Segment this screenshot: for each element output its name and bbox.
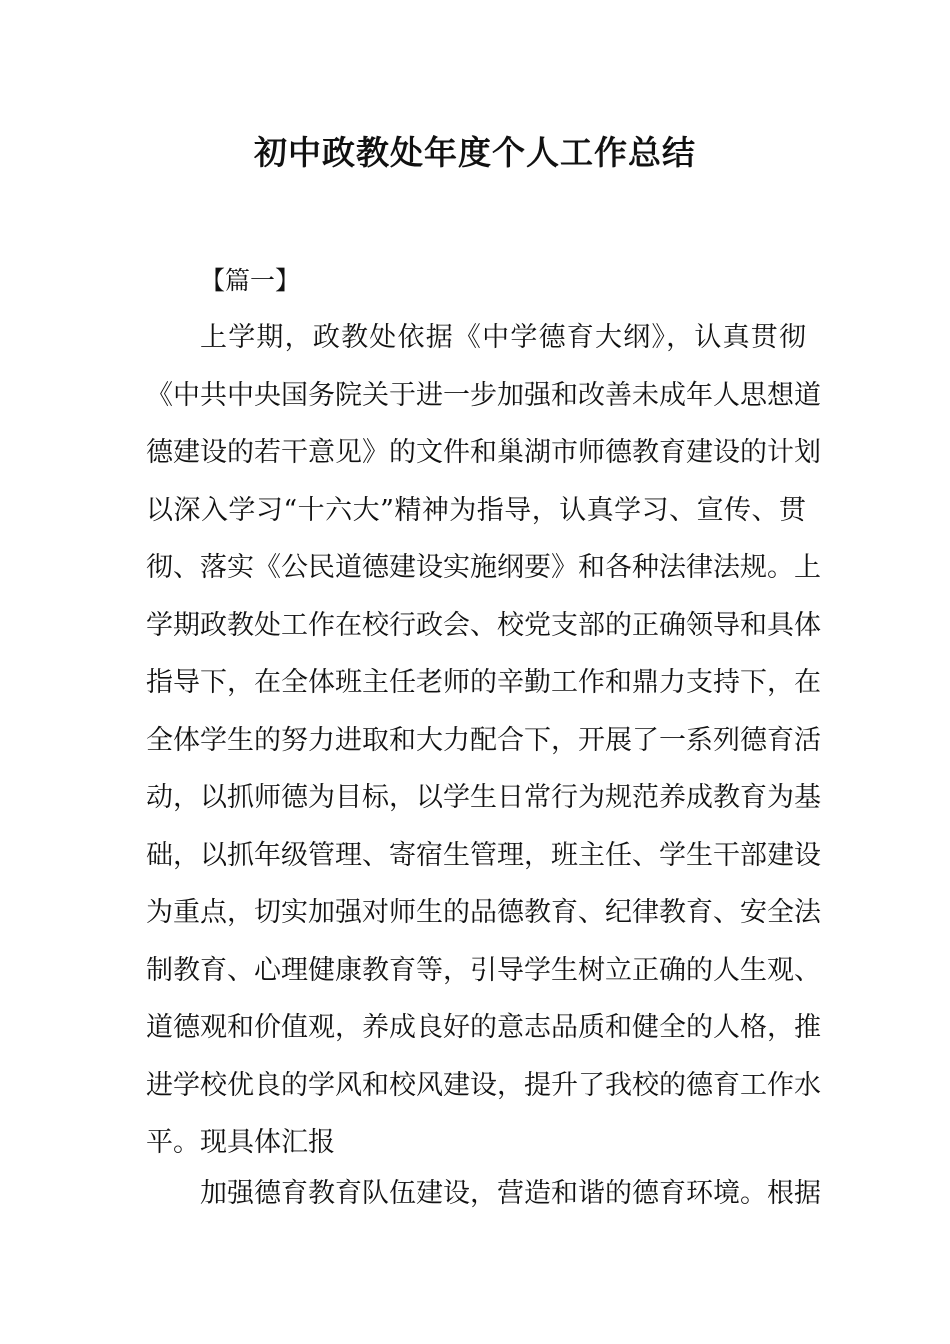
paragraph-line: 以深入学习“十六大”精神为指导，认真学习、宣传、贯 — [146, 494, 806, 526]
paragraph-line: 加强德育教育队伍建设，营造和谐的德育环境。根据 — [200, 1178, 821, 1209]
paragraph-line: 学期政教处工作在校行政会、校党支部的正确领导和具体 — [146, 609, 821, 641]
paragraph-line: 平。现具体汇报 — [146, 1127, 335, 1158]
paragraph-line: 德建设的若干意见》的文件和巢湖市师德教育建设的计划 — [146, 437, 821, 468]
section-heading: 【篇一】 — [200, 266, 301, 295]
paragraph-line: 制教育、心理健康教育等，引导学生树立正确的人生观、 — [146, 954, 821, 986]
paragraph-line: 全体学生的努力进取和大力配合下，开展了一系列德育活 — [146, 724, 821, 756]
paragraph-1 — [146, 309, 821, 1172]
paragraph-line: 进学校优良的学风和校风建设，提升了我校的德育工作水 — [146, 1069, 821, 1101]
paragraph-line: 础，以抓年级管理、寄宿生管理，班主任、学生干部建设 — [146, 839, 821, 871]
paragraph-line: 道德观和价值观，养成良好的意志品质和健全的人格，推 — [146, 1012, 821, 1043]
paragraph-line: 《中共中央国务院关于进一步加强和改善未成年人思想道 — [146, 379, 821, 411]
paragraph-line: 上学期，政教处依据《中学德育大纲》，认真贯彻 — [200, 322, 806, 353]
paragraph-2 — [146, 1165, 821, 1223]
paragraph-line: 动，以抓师德为目标，以学生日常行为规范养成教育为基 — [146, 782, 821, 813]
paragraph-line: 指导下，在全体班主任老师的辛勤工作和鼎力支持下，在 — [146, 667, 821, 698]
paragraph-line: 彻、落实《公民道德建设实施纲要》和各种法律法规。上 — [146, 552, 821, 583]
paragraph-line: 为重点，切实加强对师生的品德教育、纪律教育、安全法 — [146, 897, 821, 928]
document-title: 初中政教处年度个人工作总结 — [254, 133, 696, 172]
